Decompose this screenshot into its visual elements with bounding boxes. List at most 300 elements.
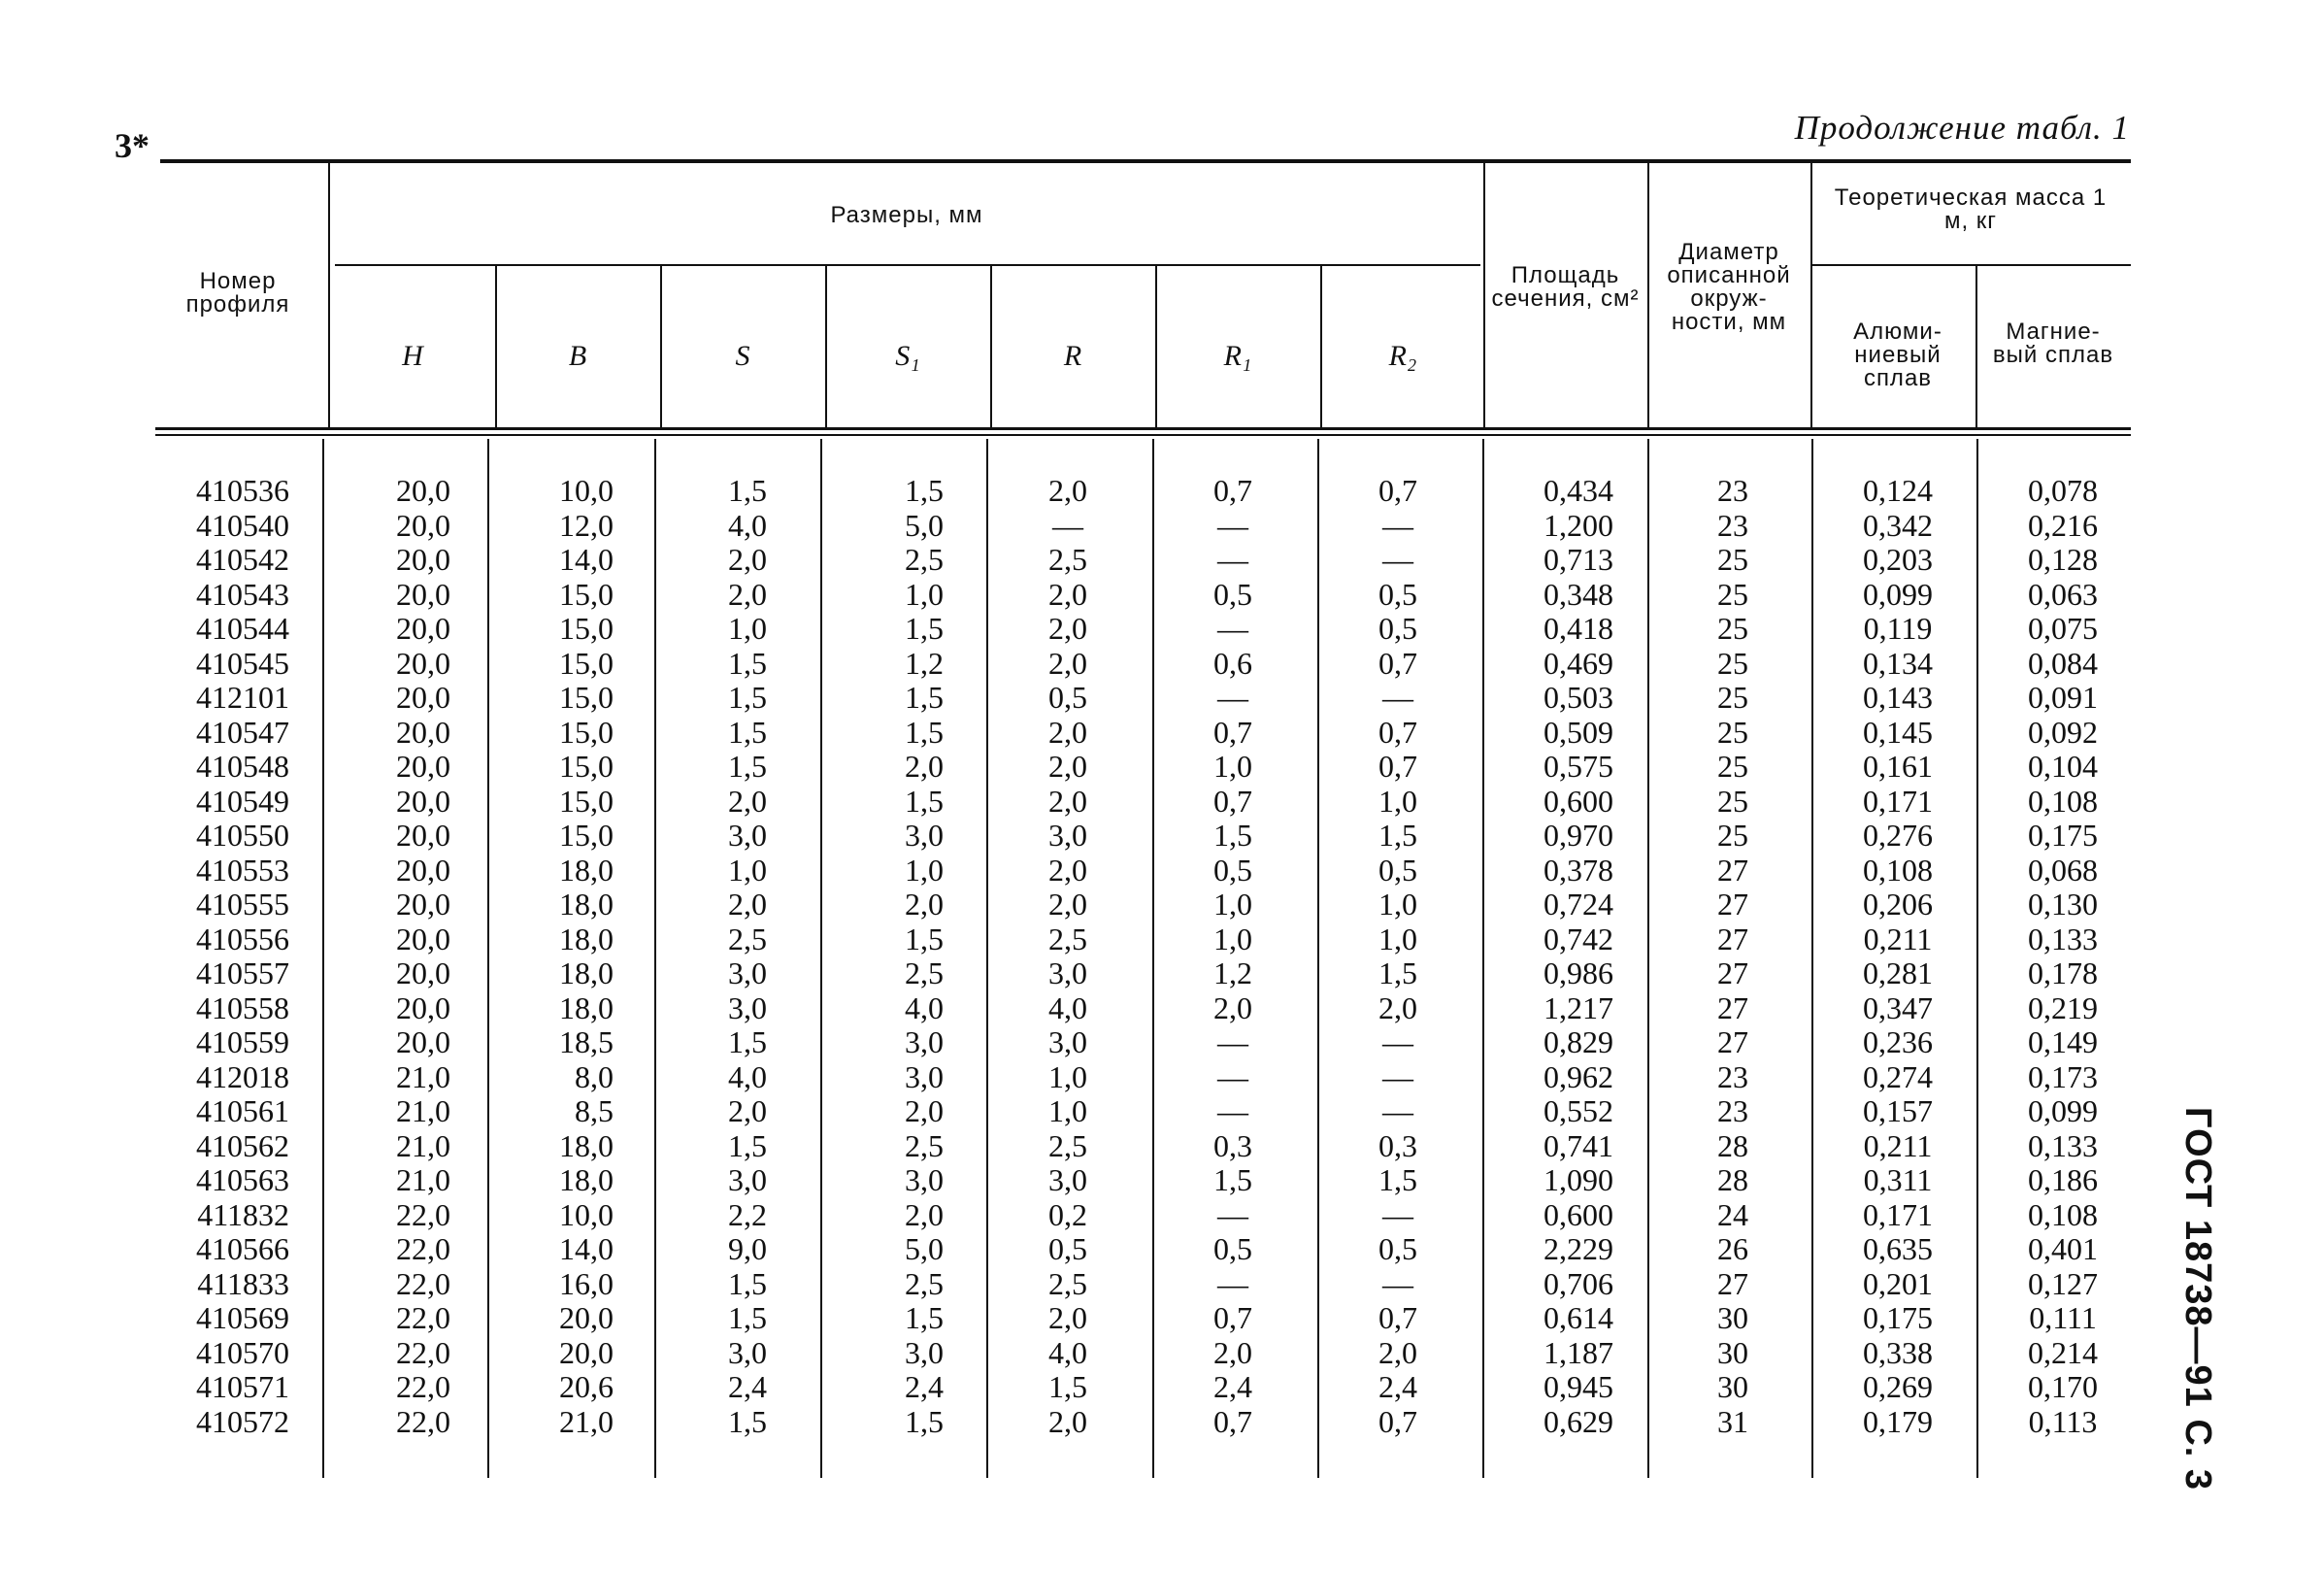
cell-s1-7: 1,5 [905,714,944,750]
cell-r-11: 2,0 [1048,852,1087,888]
cell-r2-8: 0,7 [1378,749,1417,784]
cell-s1-9: 1,5 [905,783,944,819]
cell-r-7: 2,0 [1048,714,1087,750]
cell-r-23: 2,5 [1048,1265,1087,1301]
cell-area-1: 1,200 [1544,507,1613,543]
cell-aluminum-24: 0,175 [1863,1300,1933,1335]
cell-diameter-9: 25 [1717,783,1748,819]
cell-s1-6: 1,5 [905,680,944,715]
cell-diameter-2: 25 [1717,542,1748,577]
cell-profile-26: 410571 [196,1369,289,1404]
cell-magnesium-22: 0,401 [2028,1231,2098,1266]
cell-r-10: 3,0 [1048,818,1087,853]
cell-area-0: 0,434 [1544,473,1613,508]
cell-magnesium-26: 0,170 [2028,1369,2098,1404]
sizes-sub-rule [335,264,1480,266]
cell-r1-9: 0,7 [1213,783,1252,819]
cell-r1-7: 0,7 [1213,714,1252,750]
cell-magnesium-27: 0,113 [2028,1403,2098,1439]
cell-area-18: 0,552 [1544,1093,1613,1128]
header-symbol-s1: S₁ [895,340,920,372]
cell-diameter-7: 25 [1717,714,1748,750]
cell-r-18: 1,0 [1048,1093,1087,1128]
header-bottom-rule-2 [155,434,2131,436]
header-diameter: Диаметр описанной окруж- ности, мм [1667,239,1791,335]
cell-r1-21: — [1217,1196,1248,1232]
cell-r2-27: 0,7 [1378,1403,1417,1439]
cell-r1-20: 1,5 [1213,1162,1252,1197]
cell-diameter-8: 25 [1717,749,1748,784]
cell-h-16: 20,0 [396,1024,450,1059]
column-s [689,474,767,1439]
cell-aluminum-25: 0,338 [1863,1334,1933,1370]
cell-profile-0: 410536 [196,473,289,508]
col-divider-profile [328,163,330,427]
cell-b-19: 18,0 [559,1127,614,1163]
cell-s-18: 2,0 [728,1093,767,1128]
column-r [1019,474,1116,1439]
cell-b-6: 15,0 [559,680,614,715]
cell-profile-27: 410572 [196,1403,289,1439]
cell-area-16: 0,829 [1544,1024,1613,1059]
cell-r-14: 3,0 [1048,955,1087,990]
cell-magnesium-17: 0,173 [2028,1058,2098,1094]
cell-s1-2: 2,5 [905,542,944,577]
cell-b-17: 8,0 [575,1058,614,1094]
cell-r2-4: 0,5 [1378,611,1417,646]
header-symbol-s: S [735,340,750,372]
cell-s1-21: 2,0 [905,1196,944,1232]
cell-profile-23: 411833 [197,1265,289,1301]
cell-r1-17: — [1217,1058,1248,1094]
cell-s-14: 3,0 [728,955,767,990]
cell-r-2: 2,5 [1048,542,1087,577]
cell-profile-9: 410549 [196,783,289,819]
header-sizes: Размеры, мм [830,202,983,228]
side-document-label: ГОСТ 18738—91 С. 3 [2177,1107,2218,1491]
cell-b-24: 20,0 [559,1300,614,1335]
cell-aluminum-3: 0,099 [1863,576,1933,612]
cell-s-2: 2,0 [728,542,767,577]
cell-b-20: 18,0 [559,1162,614,1197]
cell-s-10: 3,0 [728,818,767,853]
cell-diameter-25: 30 [1717,1334,1748,1370]
cell-b-4: 15,0 [559,611,614,646]
header-mass: Теоретическая масса 1 м, кг [1834,184,2108,234]
cell-r-12: 2,0 [1048,887,1087,922]
cell-h-12: 20,0 [396,887,450,922]
cell-magnesium-25: 0,214 [2028,1334,2098,1370]
cell-diameter-6: 25 [1717,680,1748,715]
cell-profile-10: 410550 [196,818,289,853]
cell-area-25: 1,187 [1544,1334,1613,1370]
cell-b-10: 15,0 [559,818,614,853]
body-divider-r-r1 [1152,439,1154,1478]
cell-diameter-5: 25 [1717,645,1748,681]
cell-s-4: 1,0 [728,611,767,646]
cell-profile-16: 410559 [196,1024,289,1059]
cell-diameter-3: 25 [1717,576,1748,612]
cell-b-0: 10,0 [559,473,614,508]
cell-r2-7: 0,7 [1378,714,1417,750]
cell-s1-4: 1,5 [905,611,944,646]
cell-h-3: 20,0 [396,576,450,612]
cell-diameter-17: 23 [1717,1058,1748,1094]
cell-h-26: 22,0 [396,1369,450,1404]
body-divider-diameter [1811,439,1813,1478]
cell-aluminum-5: 0,134 [1863,645,1933,681]
cell-r1-11: 0,5 [1213,852,1252,888]
cell-s-24: 1,5 [728,1300,767,1335]
cell-s1-20: 3,0 [905,1162,944,1197]
cell-h-8: 20,0 [396,749,450,784]
cell-r-20: 3,0 [1048,1162,1087,1197]
cell-h-27: 22,0 [396,1403,450,1439]
cell-magnesium-10: 0,175 [2028,818,2098,853]
cell-r2-10: 1,5 [1378,818,1417,853]
cell-r1-10: 1,5 [1213,818,1252,853]
cell-s1-16: 3,0 [905,1024,944,1059]
cell-s1-25: 3,0 [905,1334,944,1370]
cell-r1-22: 0,5 [1213,1231,1252,1266]
body-divider-h-b [487,439,489,1478]
cell-aluminum-18: 0,157 [1863,1093,1933,1128]
cell-b-15: 18,0 [559,989,614,1025]
cell-r1-16: — [1217,1024,1248,1059]
col-divider-mass [1975,266,1977,427]
cell-s1-5: 1,2 [905,645,944,681]
body-divider-profile [322,439,324,1478]
cell-r-9: 2,0 [1048,783,1087,819]
body-divider-s1-r [986,439,988,1478]
cell-aluminum-16: 0,236 [1863,1024,1933,1059]
column-aluminum [1844,474,1951,1439]
cell-aluminum-4: 0,119 [1863,611,1933,646]
cell-r2-2: — [1382,542,1413,577]
cell-r1-23: — [1217,1265,1248,1301]
cell-area-10: 0,970 [1544,818,1613,853]
cell-h-18: 21,0 [396,1093,450,1128]
cell-magnesium-13: 0,133 [2028,921,2098,956]
cell-profile-24: 410569 [196,1300,289,1335]
cell-r-17: 1,0 [1048,1058,1087,1094]
cell-r1-0: 0,7 [1213,473,1252,508]
cell-magnesium-1: 0,216 [2028,507,2098,543]
header-aluminum: Алюми- ниевый сплав [1853,318,1942,391]
body-divider-mass [1976,439,1978,1478]
cell-magnesium-15: 0,219 [2028,989,2098,1025]
cell-s-22: 9,0 [728,1231,767,1266]
cell-h-23: 22,0 [396,1265,450,1301]
cell-s1-1: 5,0 [905,507,944,543]
cell-magnesium-21: 0,108 [2028,1196,2098,1232]
cell-r-5: 2,0 [1048,645,1087,681]
cell-s1-10: 3,0 [905,818,944,853]
body-divider-b-s [654,439,656,1478]
cell-s-26: 2,4 [728,1369,767,1404]
cell-r1-15: 2,0 [1213,989,1252,1025]
cell-b-1: 12,0 [559,507,614,543]
cell-h-20: 21,0 [396,1162,450,1197]
cell-aluminum-1: 0,342 [1863,507,1933,543]
column-h [361,474,450,1439]
cell-r-27: 2,0 [1048,1403,1087,1439]
cell-profile-8: 410548 [196,749,289,784]
cell-profile-7: 410547 [196,714,289,750]
cell-s1-23: 2,5 [905,1265,944,1301]
cell-r2-22: 0,5 [1378,1231,1417,1266]
cell-area-7: 0,509 [1544,714,1613,750]
cell-aluminum-7: 0,145 [1863,714,1933,750]
cell-h-10: 20,0 [396,818,450,853]
cell-aluminum-9: 0,171 [1863,783,1933,819]
cell-magnesium-19: 0,133 [2028,1127,2098,1163]
column-area [1514,474,1613,1439]
cell-b-7: 15,0 [559,714,614,750]
cell-magnesium-20: 0,186 [2028,1162,2098,1197]
cell-h-25: 22,0 [396,1334,450,1370]
cell-diameter-1: 23 [1717,507,1748,543]
cell-area-6: 0,503 [1544,680,1613,715]
cell-r2-19: 0,3 [1378,1127,1417,1163]
cell-r-1: — [1052,507,1083,543]
cell-s-19: 1,5 [728,1127,767,1163]
column-r1 [1184,474,1281,1439]
header-symbol-r1: R₁ [1223,340,1252,372]
cell-s-11: 1,0 [728,852,767,888]
cell-area-2: 0,713 [1544,542,1613,577]
cell-area-21: 0,600 [1544,1196,1613,1232]
cell-profile-22: 410566 [196,1231,289,1266]
cell-r2-24: 0,7 [1378,1300,1417,1335]
cell-r-6: 0,5 [1048,680,1087,715]
cell-h-2: 20,0 [396,542,450,577]
cell-magnesium-2: 0,128 [2028,542,2098,577]
cell-s1-15: 4,0 [905,989,944,1025]
cell-s1-17: 3,0 [905,1058,944,1094]
column-r2 [1349,474,1446,1439]
cell-r1-2: — [1217,542,1248,577]
cell-h-17: 21,0 [396,1058,450,1094]
cell-h-5: 20,0 [396,645,450,681]
cell-r1-3: 0,5 [1213,576,1252,612]
cell-magnesium-7: 0,092 [2028,714,2098,750]
cell-h-14: 20,0 [396,955,450,990]
cell-s1-0: 1,5 [905,473,944,508]
table-top-rule [160,159,2131,163]
cell-diameter-13: 27 [1717,921,1748,956]
body-divider-s-s1 [820,439,822,1478]
cell-diameter-26: 30 [1717,1369,1748,1404]
cell-magnesium-5: 0,084 [2028,645,2098,681]
header-symbol-r: R [1063,340,1082,372]
cell-r-0: 2,0 [1048,473,1087,508]
cell-r2-13: 1,0 [1378,921,1417,956]
cell-s1-8: 2,0 [905,749,944,784]
cell-area-17: 0,962 [1544,1058,1613,1094]
cell-h-19: 21,0 [396,1127,450,1163]
cell-area-26: 0,945 [1544,1369,1613,1404]
body-divider-area [1647,439,1649,1478]
cell-r-26: 1,5 [1048,1369,1087,1404]
header-symbol-h: H [402,340,423,372]
cell-h-7: 20,0 [396,714,450,750]
cell-r-13: 2,5 [1048,921,1087,956]
cell-aluminum-17: 0,274 [1863,1058,1933,1094]
cell-diameter-23: 27 [1717,1265,1748,1301]
cell-area-20: 1,090 [1544,1162,1613,1197]
cell-aluminum-26: 0,269 [1863,1369,1933,1404]
cell-magnesium-16: 0,149 [2028,1024,2098,1059]
cell-magnesium-3: 0,063 [2028,576,2098,612]
cell-r-8: 2,0 [1048,749,1087,784]
cell-magnesium-9: 0,108 [2028,783,2098,819]
cell-r2-23: — [1382,1265,1413,1301]
cell-r-19: 2,5 [1048,1127,1087,1163]
cell-aluminum-8: 0,161 [1863,749,1933,784]
cell-aluminum-12: 0,206 [1863,887,1933,922]
cell-magnesium-6: 0,091 [2028,680,2098,715]
cell-magnesium-12: 0,130 [2028,887,2098,922]
cell-h-21: 22,0 [396,1196,450,1232]
cell-s1-14: 2,5 [905,955,944,990]
col-divider-diameter [1810,163,1812,427]
cell-r1-5: 0,6 [1213,645,1252,681]
cell-area-15: 1,217 [1544,989,1613,1025]
cell-r-21: 0,2 [1048,1196,1087,1232]
cell-area-8: 0,575 [1544,749,1613,784]
cell-aluminum-11: 0,108 [1863,852,1933,888]
cell-b-27: 21,0 [559,1403,614,1439]
col-divider-area [1647,163,1649,427]
cell-b-12: 18,0 [559,887,614,922]
cell-magnesium-8: 0,104 [2028,749,2098,784]
cell-s-0: 1,5 [728,473,767,508]
cell-diameter-19: 28 [1717,1127,1748,1163]
cell-magnesium-11: 0,068 [2028,852,2098,888]
cell-area-23: 0,706 [1544,1265,1613,1301]
cell-r2-11: 0,5 [1378,852,1417,888]
cell-r2-20: 1,5 [1378,1162,1417,1197]
cell-s-8: 1,5 [728,749,767,784]
cell-area-5: 0,469 [1544,645,1613,681]
header-symbol-b: B [568,340,587,372]
cell-profile-2: 410542 [196,542,289,577]
cell-b-11: 18,0 [559,852,614,888]
cell-area-14: 0,986 [1544,955,1613,990]
header-bottom-rule [155,427,2131,430]
cell-r-15: 4,0 [1048,989,1087,1025]
cell-r2-26: 2,4 [1378,1369,1417,1404]
cell-r2-0: 0,7 [1378,473,1417,508]
cell-s-1: 4,0 [728,507,767,543]
cell-magnesium-24: 0,111 [2029,1300,2097,1335]
cell-s-25: 3,0 [728,1334,767,1370]
header-profile: Номер профиля [185,268,290,318]
cell-b-18: 8,5 [575,1093,614,1128]
cell-s-9: 2,0 [728,783,767,819]
cell-area-24: 0,614 [1544,1300,1613,1335]
cell-profile-14: 410557 [196,955,289,990]
cell-area-27: 0,629 [1544,1403,1613,1439]
cell-r-22: 0,5 [1048,1231,1087,1266]
cell-r1-25: 2,0 [1213,1334,1252,1370]
cell-diameter-15: 27 [1717,989,1748,1025]
cell-aluminum-0: 0,124 [1863,473,1933,508]
cell-r2-17: — [1382,1058,1413,1094]
cell-s1-24: 1,5 [905,1300,944,1335]
column-magnesium [2009,474,2116,1439]
cell-h-24: 22,0 [396,1300,450,1335]
column-profile [146,474,289,1439]
cell-r1-27: 0,7 [1213,1403,1252,1439]
column-b [524,474,614,1439]
cell-b-8: 15,0 [559,749,614,784]
cell-r1-24: 0,7 [1213,1300,1252,1335]
header-magnesium: Магние- вый сплав [1992,318,2114,368]
cell-profile-18: 410561 [196,1093,289,1128]
cell-diameter-4: 25 [1717,611,1748,646]
body-divider-r1-r2 [1317,439,1319,1478]
cell-s1-12: 2,0 [905,887,944,922]
cell-diameter-21: 24 [1717,1196,1748,1232]
cell-area-12: 0,724 [1544,887,1613,922]
cell-r2-3: 0,5 [1378,576,1417,612]
cell-r2-6: — [1382,680,1413,715]
cell-aluminum-21: 0,171 [1863,1196,1933,1232]
cell-aluminum-23: 0,201 [1863,1265,1933,1301]
cell-r-4: 2,0 [1048,611,1087,646]
col-divider-sizes [1483,163,1485,427]
cell-diameter-22: 26 [1717,1231,1748,1266]
header-symbol-r2: R₂ [1388,340,1417,372]
cell-b-16: 18,5 [559,1024,614,1059]
cell-profile-3: 410543 [196,576,289,612]
cell-r2-21: — [1382,1196,1413,1232]
cell-s-3: 2,0 [728,576,767,612]
cell-s1-19: 2,5 [905,1127,944,1163]
cell-h-4: 20,0 [396,611,450,646]
cell-s-12: 2,0 [728,887,767,922]
cell-aluminum-10: 0,276 [1863,818,1933,853]
cell-s1-3: 1,0 [905,576,944,612]
cell-magnesium-4: 0,075 [2028,611,2098,646]
column-s1 [854,474,944,1439]
cell-h-6: 20,0 [396,680,450,715]
cell-s-20: 3,0 [728,1162,767,1197]
cell-r1-14: 1,2 [1213,955,1252,990]
cell-diameter-16: 27 [1717,1024,1748,1059]
cell-b-26: 20,6 [559,1369,614,1404]
cell-magnesium-18: 0,099 [2028,1093,2098,1128]
cell-s-17: 4,0 [728,1058,767,1094]
cell-profile-12: 410555 [196,887,289,922]
cell-aluminum-13: 0,211 [1863,921,1933,956]
cell-h-1: 20,0 [396,507,450,543]
cell-diameter-24: 30 [1717,1300,1748,1335]
cell-area-3: 0,348 [1544,576,1613,612]
cell-r2-14: 1,5 [1378,955,1417,990]
cell-s-13: 2,5 [728,921,767,956]
cell-area-11: 0,378 [1544,852,1613,888]
cell-diameter-20: 28 [1717,1162,1748,1197]
cell-s-27: 1,5 [728,1403,767,1439]
cell-b-3: 15,0 [559,576,614,612]
cell-b-14: 18,0 [559,955,614,990]
column-diameter [1689,474,1776,1439]
cell-h-0: 20,0 [396,473,450,508]
cell-r1-8: 1,0 [1213,749,1252,784]
